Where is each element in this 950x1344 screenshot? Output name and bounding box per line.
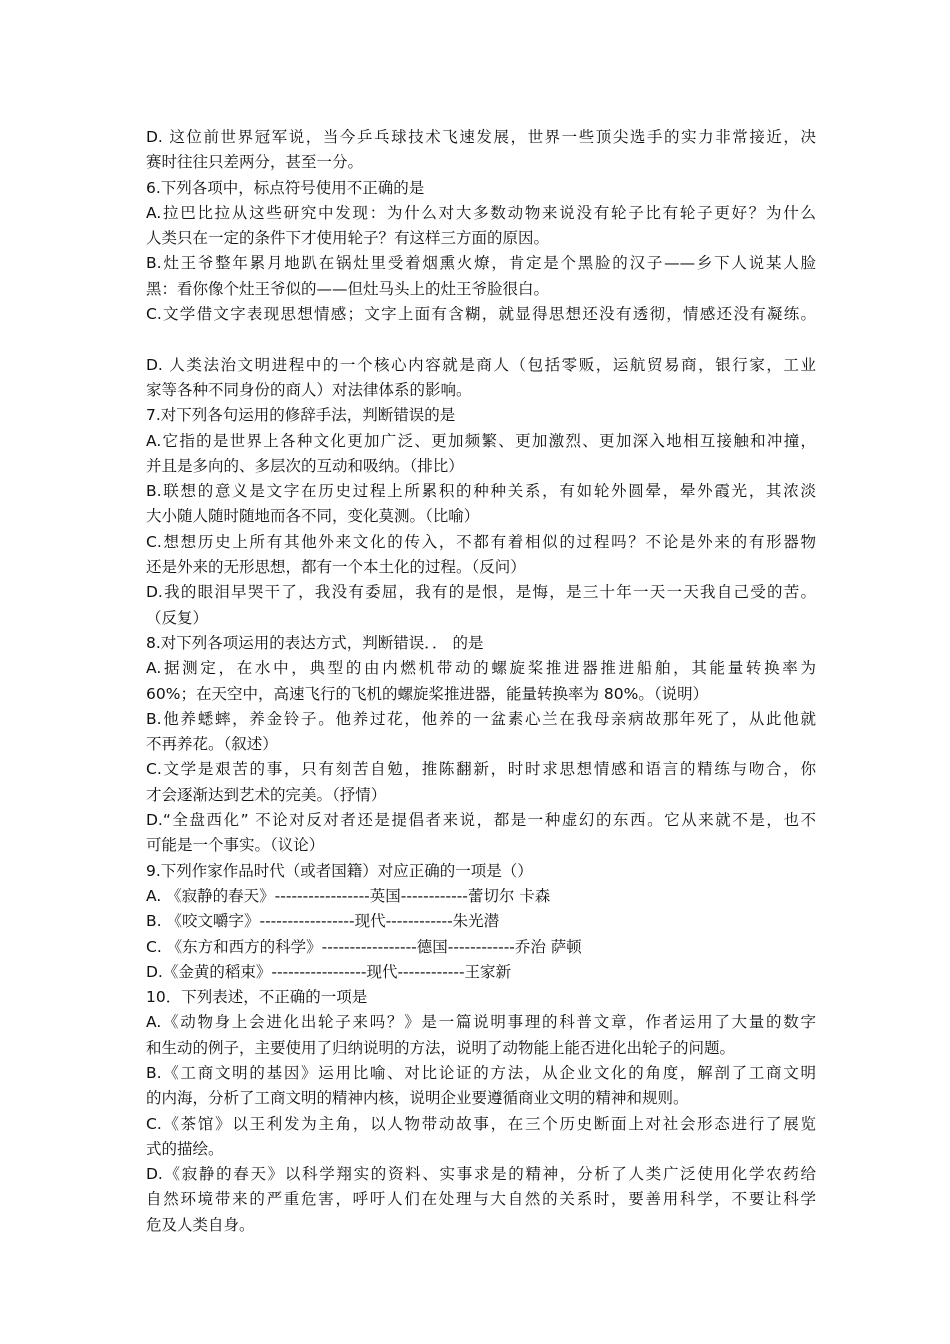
text-line: 60%；在天空中，高速飞行的飞机的螺旋桨推进器，能量转换率为 80%。（说明） <box>146 684 709 703</box>
text-line: 黑：看你像个灶王爷似的——但灶马头上的灶王爷脸很白。 <box>146 279 550 298</box>
text-line: B.他养蟋蟀，养金铃子。他养过花，他养的一盆素心兰在我母亲病故那年死了，从此他就 <box>146 709 816 728</box>
text-line: D.《寂静的春天》以科学翔实的资料、实事求是的精神，分析了人类广泛使用化学农药给 <box>146 1165 816 1184</box>
text-line: 10．下列表述，不正确的一项是 <box>146 988 368 1007</box>
text-line: C.想想历史上所有其他外来文化的传入，不都有着相似的过程吗？不论是外来的有形器物 <box>146 532 816 551</box>
text-line: 式的描绘。 <box>146 1139 224 1158</box>
text-line: 可能是一个事实。（议论） <box>146 836 325 855</box>
text-line: 8.对下列各项运用的表达方式，判断错误．． 的是 <box>146 633 484 652</box>
text-line: A. 《寂静的春天》-----------------英国------------蕾切尔 卡森 <box>146 886 551 905</box>
text-line: B.灶王爷整年累月地趴在锅灶里受着烟熏火燎，肯定是个黑脸的汉子——乡下人说某人脸 <box>146 254 816 273</box>
text-line: 自然环境带来的严重危害，呼吁人们在处理与大自然的关系时，要善用科学，不要让科学 <box>146 1190 816 1209</box>
text-line: D.我的眼泪早哭干了，我没有委屈，我有的是恨，是悔，是三十年一天一天我自己受的苦。 <box>146 583 816 602</box>
text-line: C.文学是艰苦的事，只有刻苦自勉，推陈翻新，时时求思想情感和语言的精练与吻合，你 <box>146 760 816 779</box>
text-line: C.《茶馆》以王利发为主角，以人物带动故事，在三个历史断面上对社会形态进行了展览 <box>146 1114 816 1133</box>
document-body <box>146 125 816 1238</box>
text-line: 和生动的例子，主要使用了归纳说明的方法，说明了动物能上能否进化出轮子的问题。 <box>146 1038 736 1057</box>
text-line: （反复） <box>146 608 209 627</box>
text-line: 危及人类自身。 <box>146 1215 255 1234</box>
text-line: 才会逐渐达到艺术的完美。（抒情） <box>146 785 387 804</box>
text-line: 不再养花。（叙述） <box>146 735 278 754</box>
text-line: A.它指的是世界上各种文化更加广泛、更加频繁、更加激烈、更加深入地相互接触和冲撞， <box>146 431 816 450</box>
text-line: B.联想的意义是文字在历史过程上所累积的种种关系，有如轮外圆晕，晕外霞光，其浓淡 <box>146 482 816 501</box>
text-line: C. 《东方和西方的科学》-----------------德国------------乔治 萨顿 <box>146 937 582 956</box>
text-line: D.《金黄的稻束》-----------------现代------------王家新 <box>146 962 512 981</box>
text-line: A.《动物身上会进化出轮子来吗？》是一篇说明事理的科普文章，作者运用了大量的数字 <box>146 1013 816 1032</box>
blank-line <box>146 327 816 352</box>
text-line: A.拉巴比拉从这些研究中发现：为什么对大多数动物来说没有轮子比有轮子更好？为什么 <box>146 203 816 222</box>
text-line: D.“全盘西化” 不论对反对者还是提倡者来说，都是一种虚幻的东西。它从来就不是，也不 <box>146 811 816 830</box>
text-line: 大小随人随时随地而各不同，变化莫测。（比喻） <box>146 507 480 526</box>
text-line: 赛时往往只差两分，甚至一分。 <box>146 153 364 172</box>
text-line: B. 《咬文嚼字》-----------------现代------------朱光潜 <box>146 912 500 931</box>
text-line: 还是外来的无形思想，都有一个本土化的过程。（反问） <box>146 558 526 577</box>
text-line: 9.下列作家作品时代（或者国籍）对应正确的一项是（） <box>146 861 533 880</box>
text-line: 6.下列各项中，标点符号使用不正确的是 <box>146 178 425 197</box>
text-line: B.《工商文明的基因》运用比喻、对比论证的方法，从企业文化的角度，解剖了工商文明 <box>146 1063 816 1082</box>
text-line: D. 这位前世界冠军说，当今乒乓球技术飞速发展，世界一些顶尖选手的实力非常接近，决 <box>146 128 816 146</box>
text-line: 并且是多向的、多层次的互动和吸纳。（排比） <box>146 456 464 475</box>
text-line: 人类只在一定的条件下才使用轮子？有这样三方面的原因。 <box>146 229 550 248</box>
text-line: 家等各种不同身份的商人）对法律体系的影响。 <box>146 380 472 399</box>
text-line: A.据测定，在水中，典型的由内燃机带动的螺旋桨推进器推进船舶，其能量转换率为 <box>146 659 816 678</box>
text-line: 7.对下列各句运用的修辞手法，判断错误的是 <box>146 406 456 425</box>
text-line: D. 人类法治文明进程中的一个核心内容就是商人（包括零贩，运航贸易商，银行家，工业 <box>146 355 816 374</box>
text-line: 的内海，分析了工商文明的精神内核，说明企业要遵循商业文明的精神和规则。 <box>146 1089 689 1108</box>
text-line: C.文学借文字表现思想情感；文字上面有含糊，就显得思想还没有透彻，情感还没有凝练。 <box>146 305 816 324</box>
